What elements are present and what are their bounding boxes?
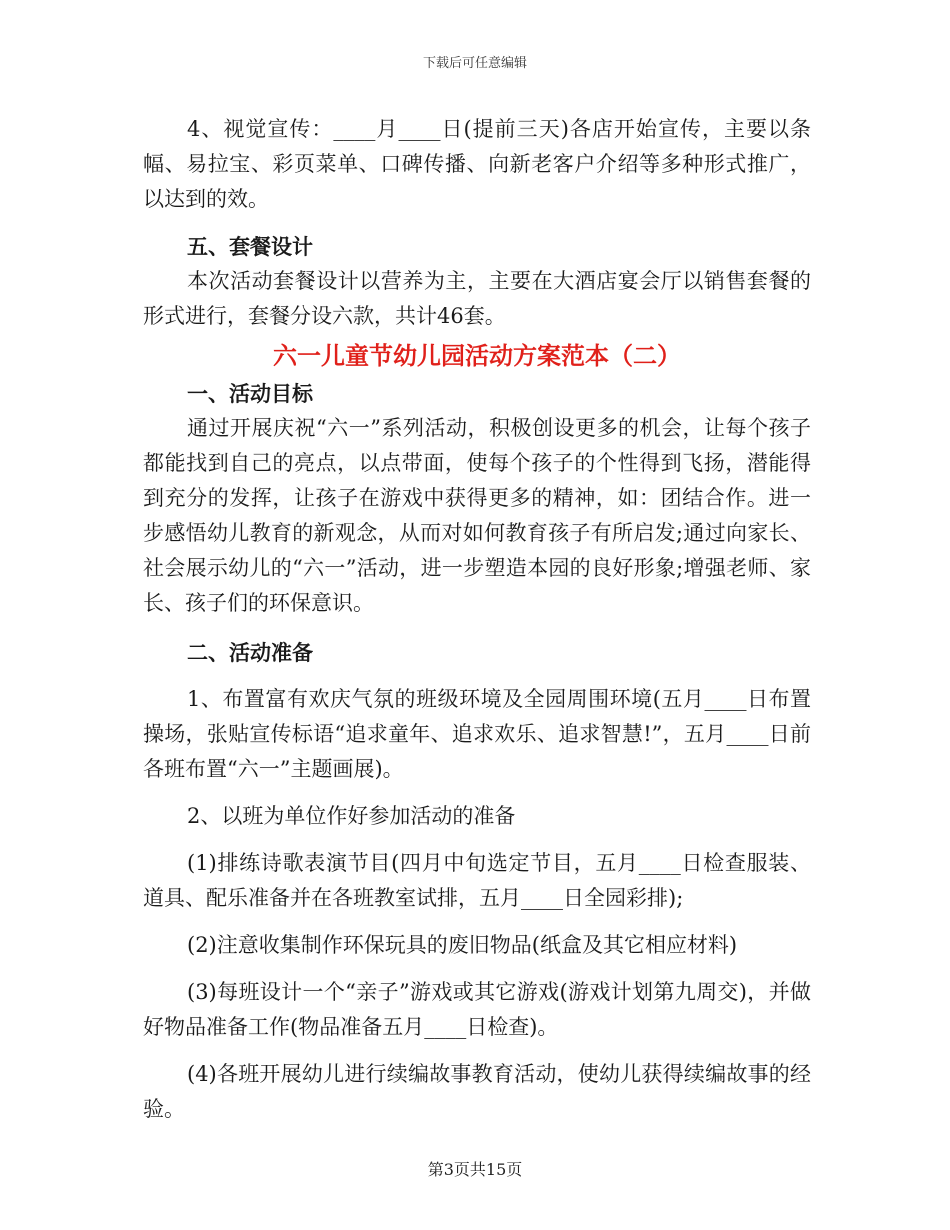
paragraph-activity-goal: 通过开展庆祝“六一”系列活动，积极创设更多的机会，让每个孩子都能找到自己的亮点，以点带面，使每个孩子的个性得到飞扬，潜能得到充分的发挥，让孩子在游戏中获得更多的精神，如：团结合作。进一步感悟幼儿教育的新观念，从而对如何教育孩子有所启发;通过向家长、社会展示幼儿的“六一”活动，进一步塑造本园的良好形象;增强老师、家长、孩子们的环保意识。 <box>143 416 811 615</box>
heading-activity-prep: 二、活动准备 <box>187 640 313 665</box>
paragraph-prep-2-1: (1)排练诗歌表演节目(四月中旬选定节目，五月____日检查服装、道具、配乐准备并在各班教室试排，五月____日全园彩排); <box>143 851 811 910</box>
paragraph-prep-2-3: (3)每班设计一个“亲子”游戏或其它游戏(游戏计划第九周交)，并做好物品准备工作(物品准备五月____日检查)。 <box>143 980 811 1039</box>
heading-package-design: 五、套餐设计 <box>187 234 313 259</box>
heading-activity-goal: 一、活动目标 <box>187 381 313 406</box>
document-body <box>143 112 811 1127</box>
document-title: 六一儿童节幼儿园活动方案范本（二） <box>273 341 681 370</box>
page-footer: 第3页共15页 <box>427 1160 523 1179</box>
page-header: 下载后可任意编辑 <box>422 56 527 71</box>
paragraph-prep-1: 1、布置富有欢庆气氛的班级环境及全园周围环境(五月____日布置操场，张贴宣传标语“追求童年、追求欢乐、追求智慧!”，五月____日前各班布置“六一”主题画展)。 <box>143 687 811 781</box>
paragraph-visual-promotion: 4、视觉宣传：____月____日(提前三天)各店开始宣传，主要以条幅、易拉宝、彩页菜单、口碑传播、向新老客户介绍等多种形式推广，以达到的效。 <box>143 117 811 211</box>
paragraph-prep-2: 2、以班为单位作好参加活动的准备 <box>187 804 516 828</box>
paragraph-prep-2-2: (2)注意收集制作环保玩具的废旧物品(纸盒及其它相应材料) <box>187 933 738 957</box>
paragraph-package-design: 本次活动套餐设计以营养为主，主要在大酒店宴会厅以销售套餐的形式进行，套餐分设六款，共计46套。 <box>143 269 811 328</box>
paragraph-prep-2-4: (4)各班开展幼儿进行续编故事教育活动，使幼儿获得续编故事的经验。 <box>143 1062 811 1121</box>
